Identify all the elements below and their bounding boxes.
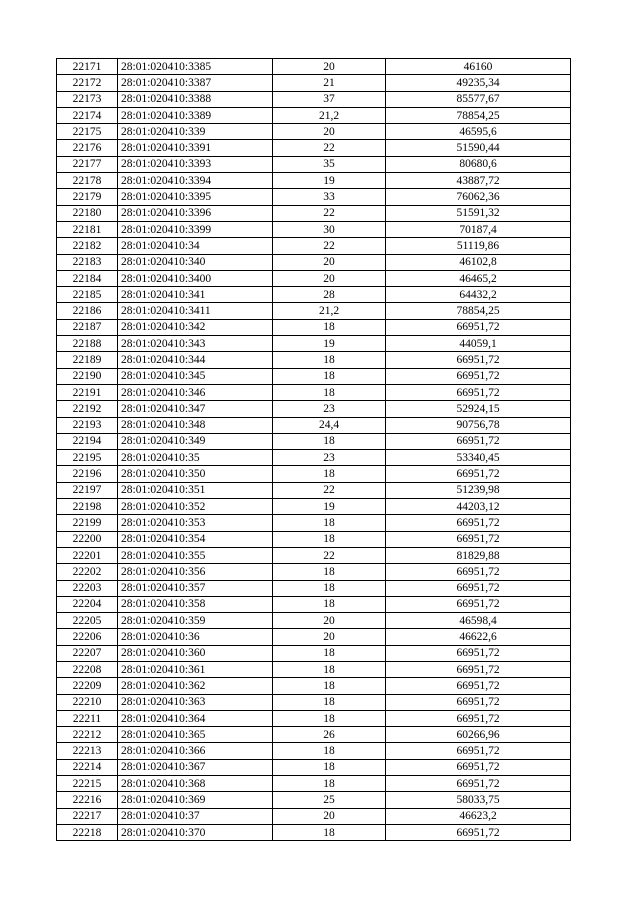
value-cell: 58033,75 — [386, 792, 571, 808]
value-cell: 46160 — [386, 59, 571, 75]
table-row — [57, 417, 571, 433]
cadastral-number-cell: 28:01:020410:37 — [118, 808, 273, 824]
value-cell: 51590,44 — [386, 140, 571, 156]
row-number-cell: 22210 — [57, 694, 118, 710]
table-row — [57, 531, 571, 547]
table-row — [57, 776, 571, 792]
table-row — [57, 287, 571, 303]
value-cell: 49235,34 — [386, 75, 571, 91]
area-cell: 20 — [273, 124, 386, 140]
row-number-cell: 22173 — [57, 91, 118, 107]
table-row — [57, 303, 571, 319]
value-cell: 66951,72 — [386, 384, 571, 400]
area-cell: 18 — [273, 645, 386, 661]
cadastral-number-cell: 28:01:020410:3387 — [118, 75, 273, 91]
cadastral-number-cell: 28:01:020410:346 — [118, 384, 273, 400]
cadastral-number-cell: 28:01:020410:365 — [118, 727, 273, 743]
area-cell: 18 — [273, 759, 386, 775]
value-cell: 46623,2 — [386, 808, 571, 824]
cadastral-number-cell: 28:01:020410:370 — [118, 824, 273, 840]
area-cell: 18 — [273, 384, 386, 400]
area-cell: 18 — [273, 466, 386, 482]
cadastral-number-cell: 28:01:020410:354 — [118, 531, 273, 547]
cadastral-number-cell: 28:01:020410:339 — [118, 124, 273, 140]
row-number-cell: 22200 — [57, 531, 118, 547]
area-cell: 20 — [273, 59, 386, 75]
row-number-cell: 22184 — [57, 270, 118, 286]
area-cell: 20 — [273, 808, 386, 824]
row-number-cell: 22176 — [57, 140, 118, 156]
parcel-table-body — [57, 59, 571, 841]
row-number-cell: 22189 — [57, 352, 118, 368]
value-cell: 76062,36 — [386, 189, 571, 205]
area-cell: 18 — [273, 352, 386, 368]
value-cell: 66951,72 — [386, 710, 571, 726]
area-cell: 18 — [273, 710, 386, 726]
cadastral-number-cell: 28:01:020410:351 — [118, 482, 273, 498]
table-row — [57, 189, 571, 205]
table-row — [57, 75, 571, 91]
cadastral-number-cell: 28:01:020410:361 — [118, 661, 273, 677]
table-row — [57, 384, 571, 400]
table-row — [57, 450, 571, 466]
area-cell: 19 — [273, 173, 386, 189]
cadastral-number-cell: 28:01:020410:362 — [118, 678, 273, 694]
table-row — [57, 596, 571, 612]
cadastral-number-cell: 28:01:020410:364 — [118, 710, 273, 726]
area-cell: 37 — [273, 91, 386, 107]
area-cell: 18 — [273, 596, 386, 612]
area-cell: 22 — [273, 547, 386, 563]
table-row — [57, 336, 571, 352]
value-cell: 66951,72 — [386, 466, 571, 482]
row-number-cell: 22175 — [57, 124, 118, 140]
value-cell: 80680,6 — [386, 156, 571, 172]
row-number-cell: 22214 — [57, 759, 118, 775]
cadastral-number-cell: 28:01:020410:342 — [118, 319, 273, 335]
value-cell: 66951,72 — [386, 645, 571, 661]
cadastral-number-cell: 28:01:020410:3400 — [118, 270, 273, 286]
area-cell: 18 — [273, 580, 386, 596]
row-number-cell: 22208 — [57, 661, 118, 677]
cadastral-number-cell: 28:01:020410:355 — [118, 547, 273, 563]
value-cell: 66951,72 — [386, 661, 571, 677]
area-cell: 20 — [273, 629, 386, 645]
cadastral-number-cell: 28:01:020410:356 — [118, 564, 273, 580]
cadastral-number-cell: 28:01:020410:36 — [118, 629, 273, 645]
value-cell: 66951,72 — [386, 694, 571, 710]
row-number-cell: 22188 — [57, 336, 118, 352]
cadastral-number-cell: 28:01:020410:368 — [118, 776, 273, 792]
cadastral-number-cell: 28:01:020410:353 — [118, 515, 273, 531]
row-number-cell: 22213 — [57, 743, 118, 759]
table-row — [57, 694, 571, 710]
row-number-cell: 22207 — [57, 645, 118, 661]
area-cell: 18 — [273, 433, 386, 449]
row-number-cell: 22212 — [57, 727, 118, 743]
table-row — [57, 515, 571, 531]
row-number-cell: 22215 — [57, 776, 118, 792]
table-row — [57, 499, 571, 515]
value-cell: 66951,72 — [386, 515, 571, 531]
table-row — [57, 221, 571, 237]
area-cell: 35 — [273, 156, 386, 172]
value-cell: 66951,72 — [386, 759, 571, 775]
table-row — [57, 433, 571, 449]
value-cell: 44059,1 — [386, 336, 571, 352]
value-cell: 43887,72 — [386, 173, 571, 189]
row-number-cell: 22183 — [57, 254, 118, 270]
value-cell: 51239,98 — [386, 482, 571, 498]
row-number-cell: 22206 — [57, 629, 118, 645]
area-cell: 26 — [273, 727, 386, 743]
value-cell: 44203,12 — [386, 499, 571, 515]
table-row — [57, 629, 571, 645]
area-cell: 18 — [273, 743, 386, 759]
cadastral-number-cell: 28:01:020410:3388 — [118, 91, 273, 107]
table-row — [57, 727, 571, 743]
table-row — [57, 124, 571, 140]
cadastral-number-cell: 28:01:020410:3385 — [118, 59, 273, 75]
row-number-cell: 22185 — [57, 287, 118, 303]
area-cell: 18 — [273, 694, 386, 710]
cadastral-number-cell: 28:01:020410:3389 — [118, 107, 273, 123]
value-cell: 64432,2 — [386, 287, 571, 303]
table-row — [57, 824, 571, 840]
parcel-table — [56, 58, 571, 841]
row-number-cell: 22187 — [57, 319, 118, 335]
table-row — [57, 547, 571, 563]
row-number-cell: 22194 — [57, 433, 118, 449]
value-cell: 46595,6 — [386, 124, 571, 140]
table-row — [57, 254, 571, 270]
table-row — [57, 91, 571, 107]
table-row — [57, 59, 571, 75]
value-cell: 66951,72 — [386, 368, 571, 384]
table-row — [57, 319, 571, 335]
table-row — [57, 368, 571, 384]
area-cell: 19 — [273, 499, 386, 515]
row-number-cell: 22216 — [57, 792, 118, 808]
value-cell: 46465,2 — [386, 270, 571, 286]
row-number-cell: 22217 — [57, 808, 118, 824]
cadastral-number-cell: 28:01:020410:3396 — [118, 205, 273, 221]
table-row — [57, 808, 571, 824]
area-cell: 20 — [273, 270, 386, 286]
value-cell: 78854,25 — [386, 303, 571, 319]
cadastral-number-cell: 28:01:020410:3399 — [118, 221, 273, 237]
value-cell: 66951,72 — [386, 776, 571, 792]
area-cell: 23 — [273, 450, 386, 466]
value-cell: 60266,96 — [386, 727, 571, 743]
row-number-cell: 22196 — [57, 466, 118, 482]
value-cell: 51591,32 — [386, 205, 571, 221]
table-row — [57, 466, 571, 482]
area-cell: 18 — [273, 319, 386, 335]
cadastral-number-cell: 28:01:020410:34 — [118, 238, 273, 254]
table-row — [57, 173, 571, 189]
area-cell: 33 — [273, 189, 386, 205]
cadastral-number-cell: 28:01:020410:357 — [118, 580, 273, 596]
row-number-cell: 22211 — [57, 710, 118, 726]
table-row — [57, 482, 571, 498]
row-number-cell: 22172 — [57, 75, 118, 91]
cadastral-number-cell: 28:01:020410:3395 — [118, 189, 273, 205]
row-number-cell: 22181 — [57, 221, 118, 237]
row-number-cell: 22198 — [57, 499, 118, 515]
row-number-cell: 22195 — [57, 450, 118, 466]
cadastral-number-cell: 28:01:020410:369 — [118, 792, 273, 808]
area-cell: 18 — [273, 515, 386, 531]
cadastral-number-cell: 28:01:020410:3393 — [118, 156, 273, 172]
cadastral-number-cell: 28:01:020410:359 — [118, 613, 273, 629]
row-number-cell: 22203 — [57, 580, 118, 596]
table-row — [57, 678, 571, 694]
area-cell: 18 — [273, 661, 386, 677]
table-row — [57, 564, 571, 580]
cadastral-number-cell: 28:01:020410:3394 — [118, 173, 273, 189]
value-cell: 52924,15 — [386, 401, 571, 417]
value-cell: 66951,72 — [386, 678, 571, 694]
table-row — [57, 401, 571, 417]
table-row — [57, 140, 571, 156]
table-row — [57, 613, 571, 629]
row-number-cell: 22201 — [57, 547, 118, 563]
value-cell: 53340,45 — [386, 450, 571, 466]
table-row — [57, 743, 571, 759]
value-cell: 46622,6 — [386, 629, 571, 645]
value-cell: 46598,4 — [386, 613, 571, 629]
cadastral-number-cell: 28:01:020410:352 — [118, 499, 273, 515]
value-cell: 66951,72 — [386, 319, 571, 335]
area-cell: 30 — [273, 221, 386, 237]
area-cell: 28 — [273, 287, 386, 303]
row-number-cell: 22171 — [57, 59, 118, 75]
value-cell: 66951,72 — [386, 743, 571, 759]
area-cell: 22 — [273, 140, 386, 156]
value-cell: 66951,72 — [386, 433, 571, 449]
value-cell: 90756,78 — [386, 417, 571, 433]
table-row — [57, 238, 571, 254]
table-row — [57, 792, 571, 808]
cadastral-number-cell: 28:01:020410:348 — [118, 417, 273, 433]
area-cell: 19 — [273, 336, 386, 352]
table-row — [57, 107, 571, 123]
area-cell: 20 — [273, 613, 386, 629]
cadastral-number-cell: 28:01:020410:3411 — [118, 303, 273, 319]
row-number-cell: 22191 — [57, 384, 118, 400]
cadastral-number-cell: 28:01:020410:340 — [118, 254, 273, 270]
row-number-cell: 22186 — [57, 303, 118, 319]
row-number-cell: 22182 — [57, 238, 118, 254]
value-cell: 46102,8 — [386, 254, 571, 270]
cadastral-number-cell: 28:01:020410:367 — [118, 759, 273, 775]
value-cell: 66951,72 — [386, 564, 571, 580]
row-number-cell: 22192 — [57, 401, 118, 417]
table-row — [57, 645, 571, 661]
cadastral-number-cell: 28:01:020410:349 — [118, 433, 273, 449]
area-cell: 23 — [273, 401, 386, 417]
table-row — [57, 759, 571, 775]
area-cell: 22 — [273, 205, 386, 221]
cadastral-number-cell: 28:01:020410:366 — [118, 743, 273, 759]
row-number-cell: 22204 — [57, 596, 118, 612]
area-cell: 18 — [273, 531, 386, 547]
value-cell: 78854,25 — [386, 107, 571, 123]
row-number-cell: 22179 — [57, 189, 118, 205]
area-cell: 18 — [273, 564, 386, 580]
value-cell: 85577,67 — [386, 91, 571, 107]
value-cell: 66951,72 — [386, 531, 571, 547]
area-cell: 21 — [273, 75, 386, 91]
area-cell: 18 — [273, 824, 386, 840]
cadastral-number-cell: 28:01:020410:3391 — [118, 140, 273, 156]
row-number-cell: 22205 — [57, 613, 118, 629]
cadastral-number-cell: 28:01:020410:358 — [118, 596, 273, 612]
table-row — [57, 661, 571, 677]
area-cell: 18 — [273, 776, 386, 792]
row-number-cell: 22218 — [57, 824, 118, 840]
area-cell: 21,2 — [273, 303, 386, 319]
value-cell: 81829,88 — [386, 547, 571, 563]
row-number-cell: 22197 — [57, 482, 118, 498]
area-cell: 22 — [273, 238, 386, 254]
area-cell: 25 — [273, 792, 386, 808]
row-number-cell: 22209 — [57, 678, 118, 694]
table-row — [57, 710, 571, 726]
value-cell: 70187,4 — [386, 221, 571, 237]
row-number-cell: 22174 — [57, 107, 118, 123]
cadastral-number-cell: 28:01:020410:347 — [118, 401, 273, 417]
table-row — [57, 352, 571, 368]
row-number-cell: 22202 — [57, 564, 118, 580]
table-row — [57, 270, 571, 286]
row-number-cell: 22199 — [57, 515, 118, 531]
table-row — [57, 205, 571, 221]
value-cell: 66951,72 — [386, 580, 571, 596]
row-number-cell: 22180 — [57, 205, 118, 221]
value-cell: 66951,72 — [386, 352, 571, 368]
area-cell: 18 — [273, 368, 386, 384]
cadastral-number-cell: 28:01:020410:343 — [118, 336, 273, 352]
cadastral-number-cell: 28:01:020410:345 — [118, 368, 273, 384]
value-cell: 51119,86 — [386, 238, 571, 254]
area-cell: 20 — [273, 254, 386, 270]
cadastral-number-cell: 28:01:020410:341 — [118, 287, 273, 303]
cadastral-number-cell: 28:01:020410:350 — [118, 466, 273, 482]
area-cell: 22 — [273, 482, 386, 498]
row-number-cell: 22190 — [57, 368, 118, 384]
value-cell: 66951,72 — [386, 596, 571, 612]
row-number-cell: 22193 — [57, 417, 118, 433]
row-number-cell: 22177 — [57, 156, 118, 172]
cadastral-number-cell: 28:01:020410:363 — [118, 694, 273, 710]
row-number-cell: 22178 — [57, 173, 118, 189]
area-cell: 18 — [273, 678, 386, 694]
cadastral-number-cell: 28:01:020410:344 — [118, 352, 273, 368]
value-cell: 66951,72 — [386, 824, 571, 840]
cadastral-number-cell: 28:01:020410:35 — [118, 450, 273, 466]
cadastral-number-cell: 28:01:020410:360 — [118, 645, 273, 661]
table-row — [57, 580, 571, 596]
area-cell: 21,2 — [273, 107, 386, 123]
table-row — [57, 156, 571, 172]
area-cell: 24,4 — [273, 417, 386, 433]
